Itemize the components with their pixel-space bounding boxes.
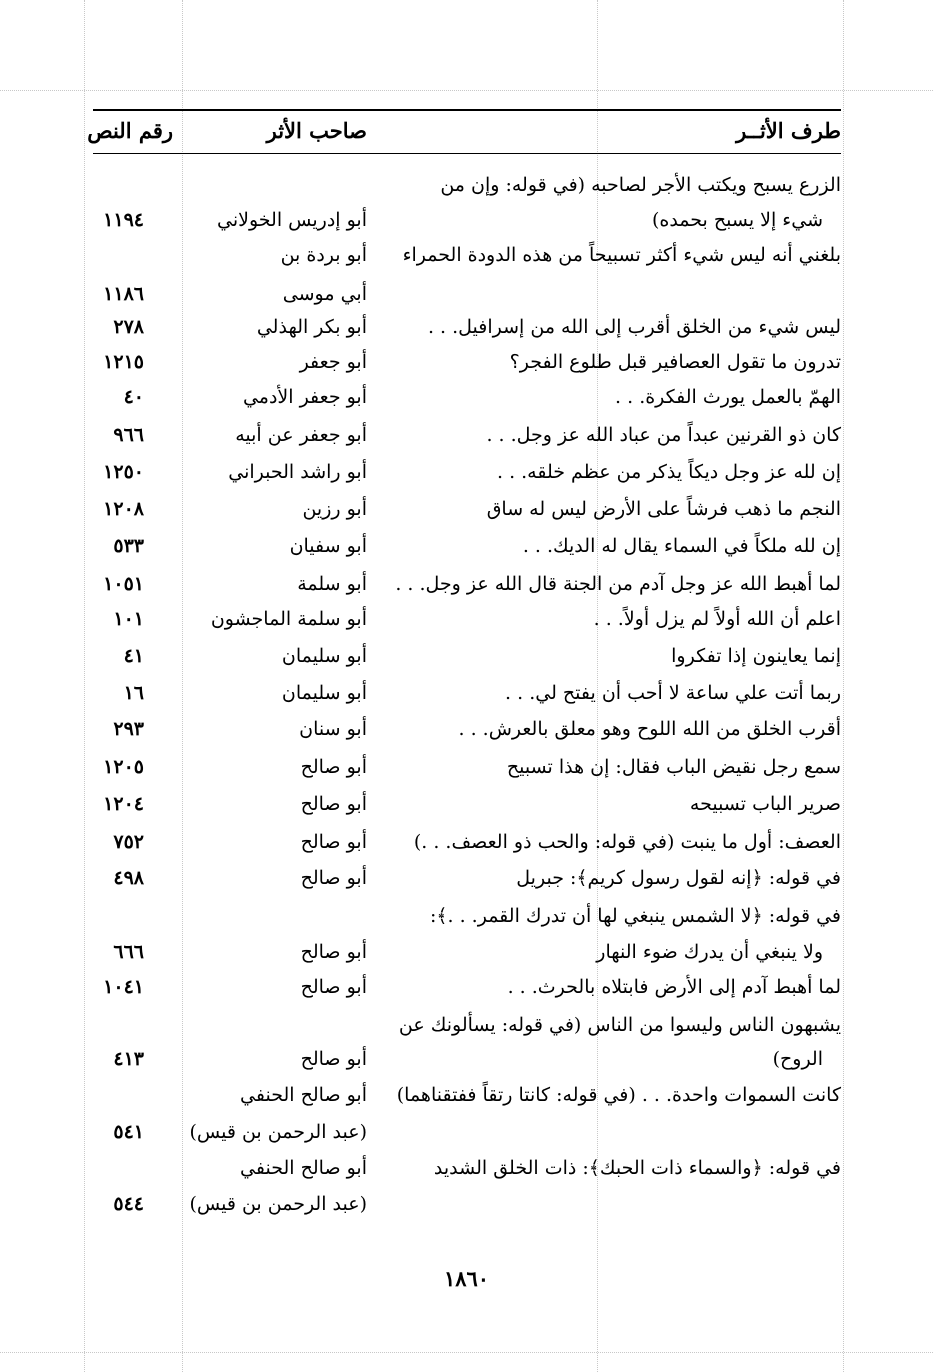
entry-number: ٦٦٦: [113, 941, 144, 963]
entry-number: ١٠٥١: [103, 573, 144, 595]
entry-number: ١٢٠٨: [103, 498, 144, 520]
column-header-text: طرف الأثــر: [736, 118, 841, 143]
entry-author: أبو صالح: [300, 867, 367, 889]
entry-number: ٥٣٣: [113, 535, 144, 557]
entry-number: ١١٨٦: [103, 283, 144, 305]
entry-number: ١٦: [123, 682, 144, 704]
entry-author: أبو سليمان: [281, 645, 367, 667]
entry-text: سمع رجل نقيض الباب فقال: إن هذا تسبيح: [506, 756, 841, 778]
entry-author: أبو صالح: [300, 941, 367, 963]
header-bottom-rule: [93, 153, 841, 154]
entry-number: ٤١٣: [113, 1048, 144, 1070]
entry-text: في قوله: ﴿والسماء ذات الحبك﴾: ذات الخلق الشديد: [433, 1157, 841, 1179]
entry-author: أبو بردة بن: [280, 244, 367, 266]
entry-author: (عبد الرحمن بن قيس): [189, 1193, 367, 1215]
entry-author: أبو صالح: [300, 1048, 367, 1070]
entry-number: ٤٠: [123, 386, 144, 408]
entry-author: أبو جعفر عن أبيه: [235, 424, 367, 446]
entry-text: تدرون ما تقول العصافير قبل طلوع الفجر؟: [509, 351, 841, 373]
entry-text: ليس شيء من الخلق أقرب إلى الله من إسرافيل. . .: [427, 316, 841, 338]
entry-author: أبو سلمة الماجشون: [210, 608, 367, 630]
entry-author: أبو راشد الحبراني: [228, 461, 367, 483]
entry-text: إن لله ملكاً في السماء يقال له الديك. . .: [522, 535, 841, 557]
entry-number: ٤١: [123, 645, 144, 667]
page-number: ١٨٦٠: [443, 1266, 490, 1291]
entry-number: ٢٧٨: [113, 316, 144, 338]
entry-author: أبو سفيان: [289, 535, 367, 557]
guide-line: [0, 1352, 933, 1353]
entry-number: ١١٩٤: [103, 209, 144, 231]
guide-line: [843, 0, 844, 1372]
entry-number: ٩٦٦: [113, 424, 144, 446]
entry-number: ٥٤٤: [113, 1193, 144, 1215]
entry-text: في قوله: ﴿لا الشمس ينبغي لها أن تدرك القمر. . .﴾:: [429, 905, 841, 927]
entry-text: في قوله: ﴿إنه لقول رسول كريم﴾: جبريل: [516, 867, 841, 889]
entry-number: ١٠١: [113, 608, 144, 630]
entry-text: شيء إلا يسبح بحمده): [651, 209, 823, 231]
entry-text: صرير الباب تسبيحه: [689, 793, 841, 815]
entry-text: العصف: أول ما ينبت (في قوله: والحب ذو العصف. . .): [413, 831, 841, 853]
entry-text: لما أهبط آدم إلى الأرض فابتلاه بالحرث. . .: [507, 976, 841, 998]
entry-author: أبو صالح: [300, 793, 367, 815]
guide-line: [84, 0, 85, 1372]
entry-author: أبو صالح الحنفي: [240, 1084, 367, 1106]
entry-text: النجم ما ذهب فرشاً على الأرض ليس له ساق: [486, 498, 841, 520]
entry-number: ٥٤١: [113, 1121, 144, 1143]
entry-number: ١٠٤١: [103, 976, 144, 998]
entry-number: ١٢٥٠: [103, 461, 144, 483]
entry-text: إن لله عز وجل ديكاً يذكر من عظم خلقه. . .: [496, 461, 841, 483]
entry-text: الروح): [772, 1048, 823, 1070]
guide-line: [182, 0, 183, 1372]
entry-author: أبي موسى: [282, 283, 367, 305]
entry-number: ٢٩٣: [113, 718, 144, 740]
entry-author: أبو إدريس الخولاني: [217, 209, 367, 231]
entry-author: أبو جعفر الأدمي: [242, 386, 367, 408]
entry-text: أقرب الخلق من الله اللوح وهو معلق بالعرش. . .: [458, 718, 841, 740]
entry-author: أبو صالح: [300, 976, 367, 998]
entry-author: أبو صالح: [300, 756, 367, 778]
entry-number: ١٢٠٤: [103, 793, 144, 815]
entry-author: أبو سليمان: [281, 682, 367, 704]
entry-text: ولا ينبغي أن يدرك ضوء النهار: [596, 941, 823, 963]
entry-author: أبو رزين: [302, 498, 367, 520]
entry-number: ١٢٠٥: [103, 756, 144, 778]
entry-author: أبو صالح: [300, 831, 367, 853]
entry-text: بلغني أنه ليس شيء أكثر تسبيحاً من هذه الدودة الحمراء: [402, 244, 841, 266]
entry-text: يشبهون الناس وليسوا من الناس (في قوله: يسألونك عن: [398, 1014, 841, 1036]
entry-number: ٤٩٨: [113, 867, 144, 889]
entry-author: أبو سنان: [299, 718, 367, 740]
entry-author: أبو جعفر: [299, 351, 367, 373]
entry-text: ربما أتت علي ساعة لا أحب أن يفتح لي. . .: [505, 682, 841, 704]
column-header-number: رقم النص: [87, 118, 173, 143]
entry-author: (عبد الرحمن بن قيس): [189, 1121, 367, 1143]
entry-author: أبو سلمة: [297, 573, 367, 595]
entry-author: أبو بكر الهذلي: [256, 316, 367, 338]
entry-text: إنما يعاينون إذا تفكروا: [671, 645, 841, 667]
entry-number: ١٢١٥: [103, 351, 144, 373]
header-top-rule: [93, 109, 841, 111]
entry-text: لما أهبط الله عز وجل آدم من الجنة قال الله عز وجل. . .: [395, 573, 841, 595]
entry-text: الزرع يسبح ويكتب الأجر لصاحبه (في قوله: وإن من: [440, 174, 841, 196]
entry-text: الهمّ بالعمل يورث الفكرة. . .: [615, 386, 841, 408]
entry-text: اعلم أن الله أولاً لم يزل أولاً. . .: [593, 608, 841, 630]
column-header-author: صاحب الأثر: [266, 118, 367, 143]
entry-text: كانت السموات واحدة. . . (في قوله: كانتا رتقاً ففتقناهما): [396, 1084, 841, 1106]
entry-number: ٧٥٢: [113, 831, 144, 853]
entry-text: كان ذو القرنين عبداً من عباد الله عز وجل. . .: [486, 424, 841, 446]
entry-author: أبو صالح الحنفي: [240, 1157, 367, 1179]
guide-line: [0, 90, 933, 91]
